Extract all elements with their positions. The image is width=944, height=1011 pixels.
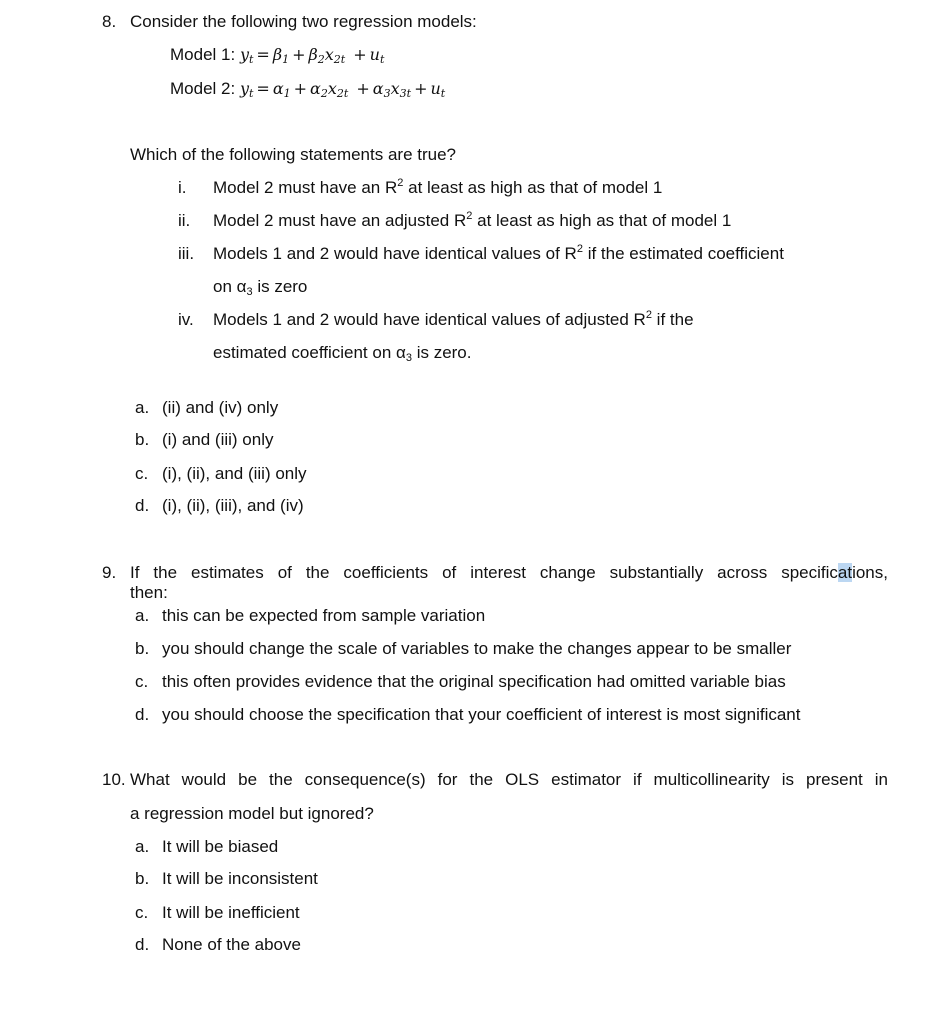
- statement-iii: Models 1 and 2 would have identical values of $R^2$ if the estimated coefficient: [213, 243, 784, 263]
- option-letter: d.: [135, 496, 150, 515]
- q10-option-c: It will be inefficient: [162, 903, 300, 922]
- option-letter: a.: [135, 837, 150, 856]
- model-1-formula: $y_t = \beta_1 + \beta_2x_{2t} + u_t$: [239, 45, 385, 66]
- model-1-label: Model 1:: [170, 45, 236, 64]
- statement-i: Model 2 must have an $R^2$ at least as high as that of model 1: [213, 177, 663, 197]
- q8-option-b: (i) and (iii) only: [162, 430, 274, 449]
- model-1-equation: [170, 45, 384, 65]
- statement-num: iii.: [178, 244, 195, 263]
- statement-ii: Model 2 must have an adjusted $R^2$ at least as high as that of model 1: [213, 210, 732, 230]
- q10-number: 10.: [102, 770, 126, 789]
- q9-number: 9.: [102, 563, 117, 582]
- q10-prompt-line-2: a regression model but ignored?: [130, 804, 374, 823]
- q9-prompt-line-1: If the estimates of the coefficients of interest change substantially across specifications,: [130, 563, 888, 582]
- option-letter: b.: [135, 430, 150, 449]
- option-letter: d.: [135, 935, 150, 954]
- q9-option-b: you should change the scale of variables to make the changes appear to be smaller: [162, 639, 792, 658]
- statement-num: iv.: [178, 310, 194, 329]
- statement-iv-continued: estimated coefficient on $\alpha_3$ is zero.: [213, 343, 472, 364]
- option-letter: a.: [135, 398, 150, 417]
- q8-number: 8.: [102, 12, 117, 31]
- option-letter: c.: [135, 903, 149, 922]
- q9-prompt-line-2: then:: [130, 583, 168, 602]
- q10-option-b: It will be inconsistent: [162, 869, 318, 888]
- statement-iii-continued: on $\alpha_3$ is zero: [213, 277, 308, 298]
- q8-option-a: (ii) and (iv) only: [162, 398, 279, 417]
- q10-prompt-line-1: What would be the consequence(s) for the OLS estimator if multicollinearity is present in: [130, 770, 888, 789]
- option-letter: c.: [135, 672, 149, 691]
- q9-option-c: this often provides evidence that the original specification had omitted variable bias: [162, 672, 786, 691]
- q10-option-d: None of the above: [162, 935, 301, 954]
- option-letter: a.: [135, 606, 150, 625]
- option-letter: c.: [135, 464, 149, 483]
- option-letter: b.: [135, 639, 150, 658]
- q8-option-d: (i), (ii), (iii), and (iv): [162, 496, 304, 515]
- text-selection-highlight: at: [837, 563, 853, 582]
- q8-question: Which of the following statements are true?: [130, 145, 456, 164]
- q9-option-a: this can be expected from sample variation: [162, 606, 486, 625]
- model-2-label: Model 2:: [170, 79, 236, 98]
- option-letter: d.: [135, 705, 150, 724]
- q10-option-a: It will be biased: [162, 837, 279, 856]
- q8-option-c: (i), (ii), and (iii) only: [162, 464, 307, 483]
- statement-num: ii.: [178, 211, 191, 230]
- model-2-equation: [170, 79, 445, 99]
- model-2-formula: $y_t = \alpha_1 + \alpha_2x_{2t} + \alpha_3x_{3t} + u_t$: [239, 79, 446, 100]
- statement-num: i.: [178, 178, 187, 197]
- q8-prompt: Consider the following two regression models:: [130, 12, 477, 31]
- option-letter: b.: [135, 869, 150, 888]
- statement-iv: Models 1 and 2 would have identical values of adjusted $R^2$ if the: [213, 309, 694, 329]
- q9-option-d: you should choose the specification that your coefficient of interest is most significant: [162, 705, 801, 724]
